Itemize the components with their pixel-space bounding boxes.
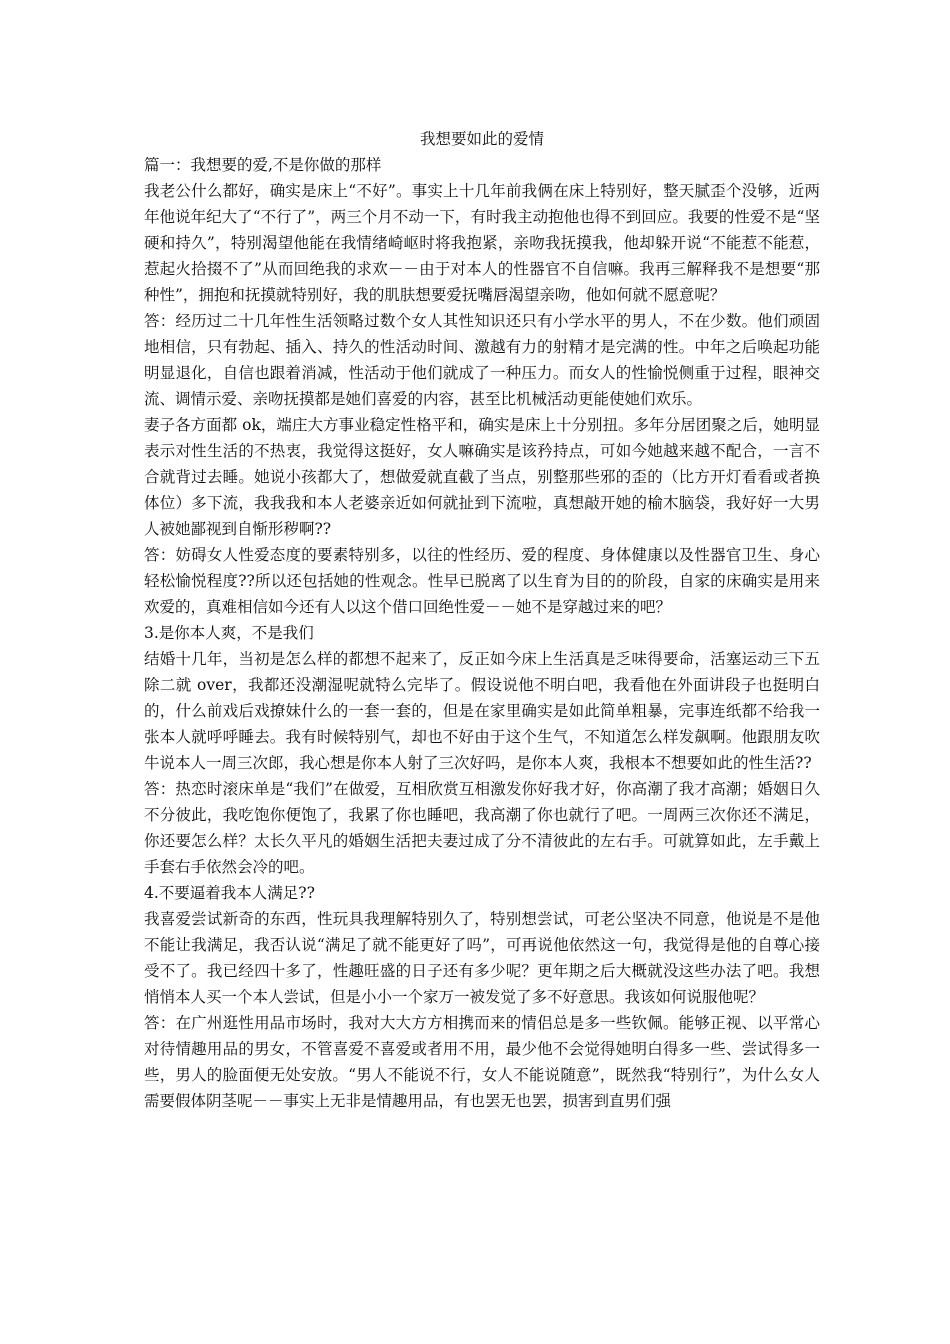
answer-paragraph: 答：经历过二十几年性生活领略过数个女人其性知识还只有小学水平的男人，不在少数。他们顽固地相信，只有勃起、插入、持久的性活动时间、激越有力的射精才是完满的性。中年之后唤起功能明显退化，自信也跟着消减，性活动于他们就成了一种压力。而女人的性愉悦侧重于过程，眼神交流、调情示爱、亲吻抚摸都是她们喜爱的内容，甚至比机械活动更能使她们欢乐。 xyxy=(144,312,820,408)
section-heading: 篇一：我想要的爱,不是你做的那样 xyxy=(144,156,382,174)
body-paragraph: 结婚十几年，当初是怎么样的都想不起来了，反正如今床上生活真是乏味得要命，活塞运动三下五除二就 over，我都还没潮湿呢就特么完毕了。假设说他不明白吧，我看他在外面讲段子也挺明白的，什么前戏后戏撩妹什么的一套一套的，但是在家里确实是如此简单粗暴，完事连纸都不给我一张本人就呼呼睡去。我有时候特别气，却也不好由于这个生气，不知道怎么样发飙啊。他跟朋友吹牛说本人一周三次郎，我心想是你本人射了三次好吗，是你本人爽，我根本不想要如此的性生活?? xyxy=(144,650,820,772)
section-heading: 4.不要逼着我本人满足?? xyxy=(144,884,315,902)
body-paragraph: 妻子各方面都 ok，端庄大方事业稳定性格平和，确实是床上十分别扭。多年分居团聚之后，她明显表示对性生活的不热衷，我觉得这挺好，女人嘛确实是该矜持点，可如今她越来越不配合，一言不合就背过去睡。她说小孩都大了，想做爱就直截了当点，别整那些邪的歪的（比方开灯看看或者换体位）多下流，我我我和本人老婆亲近如何就扯到下流啦，真想敲开她的榆木脑袋，我好好一大男人被她鄙视到自惭形秽啊?? xyxy=(144,416,820,538)
answer-paragraph: 答：热恋时滚床单是“我们”在做爱，互相欣赏互相激发你好我才好，你高潮了我才高潮；婚姻日久不分彼此，我吃饱你便饱了，我累了你也睡吧，我高潮了你也就行了吧。一周两三次你还不满足，你还要怎么样？太长久平凡的婚姻生活把夫妻过成了分不清彼此的左右手。可就算如此，左手戴上手套右手依然会冷的吧。 xyxy=(144,780,820,876)
answer-paragraph: 答：妨碍女人性爱态度的要素特别多，以往的性经历、爱的程度、身体健康以及性器官卫生、身心轻松愉悦程度??所以还包括她的性观念。性早已脱离了以生育为目的的阶段，自家的床确实是用来欢爱的，真难相信如今还有人以这个借口回绝性爱－－她不是穿越过来的吧？ xyxy=(144,546,820,616)
body-paragraph: 我喜爱尝试新奇的东西，性玩具我理解特别久了，特别想尝试，可老公坚决不同意，他说是不是他不能让我满足，我否认说“满足了就不能更好了吗”，可再说他依然这一句，我觉得是他的自尊心接受不了。我已经四十多了，性趣旺盛的日子还有多少呢？更年期之后大概就没这些办法了吧。我想悄悄本人买一个本人尝试，但是小小一个家万一被发觉了多不好意思。我该如何说服他呢？ xyxy=(144,910,820,1006)
answer-paragraph: 答：在广州逛性用品市场时，我对大大方方相携而来的情侣总是多一些钦佩。能够正视、以平常心对待情趣用品的男女，不管喜爱不喜爱或者用不用，最少他不会觉得她明白得多一些、尝试得多一些，男人的脸面便无处安放。“男人不能说不行，女人不能说随意”，既然我“特别行”，为什么女人需要假体阴茎呢－－事实上无非是情趣用品，有也罢无也罢，损害到直男们强 xyxy=(144,1014,820,1110)
document-page xyxy=(144,126,820,1114)
document-title: 我想要如此的爱情 xyxy=(419,130,544,148)
section-heading: 3.是你本人爽，不是我们 xyxy=(144,624,314,642)
body-paragraph: 我老公什么都好，确实是床上“不好”。事实上十几年前我俩在床上特别好，整天腻歪个没够，近两年他说年纪大了“不行了”，两三个月不动一下，有时我主动抱他也得不到回应。我要的性爱不是“坚硬和持久”，特别渴望他能在我情绪崎岖时将我抱紧，亲吻我抚摸我，他却躲开说“不能惹不能惹，惹起火拾掇不了”从而回绝我的求欢－－由于对本人的性器官不自信嘛。我再三解释我不是想要“那种性”，拥抱和抚摸就特别好，我的肌肤想要爱抚嘴唇渴望亲吻，他如何就不愿意呢？ xyxy=(144,182,820,304)
